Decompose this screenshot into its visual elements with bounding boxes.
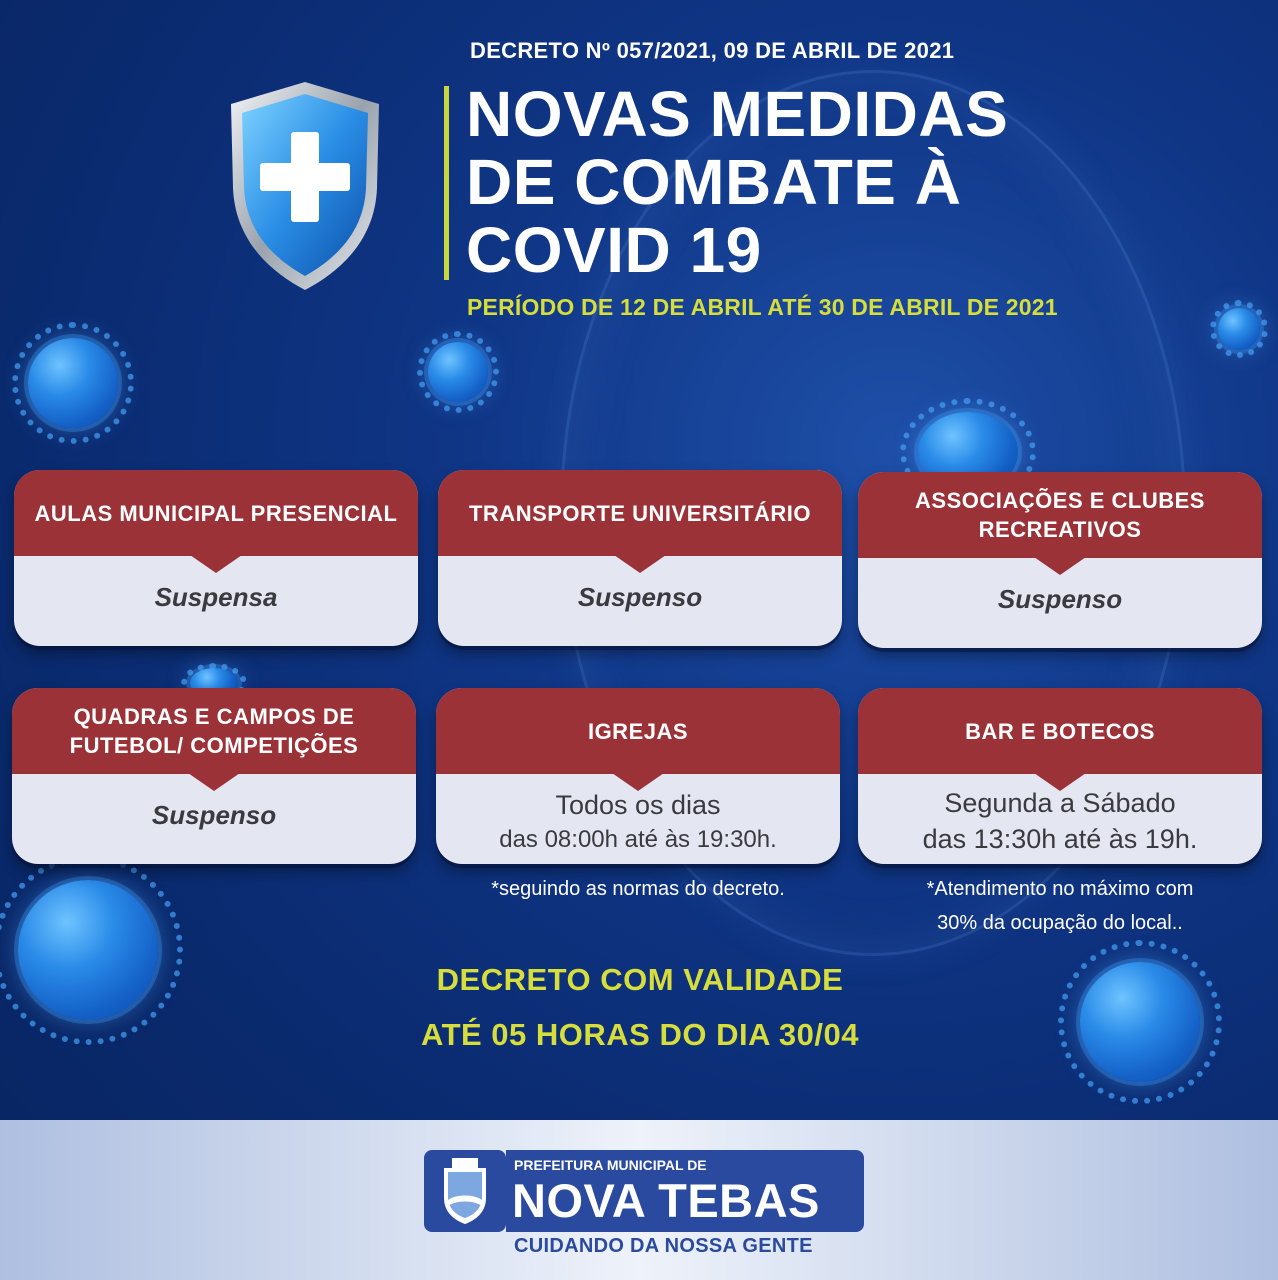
coat-of-arms-icon (424, 1150, 506, 1232)
card-schedule-days: Segunda a Sábado (944, 788, 1176, 818)
card-bar (858, 688, 1262, 864)
card-transporte (438, 470, 842, 646)
validity-line: DECRETO COM VALIDADE (436, 962, 844, 997)
card-status: Suspenso (151, 800, 277, 830)
virus-icon (28, 338, 118, 428)
logo-name: NOVA TEBAS (512, 1174, 820, 1227)
card-schedule-hours: das 13:30h até às 19h. (922, 824, 1198, 854)
card-igrejas (436, 688, 840, 864)
card-arrow (190, 555, 242, 573)
card-arrow (188, 773, 240, 791)
virus-icon (428, 342, 488, 402)
card-title: ASSOCIAÇÕES E CLUBES RECREATIVOS (858, 472, 1262, 558)
card-status: Suspenso (997, 584, 1123, 614)
validity-line: ATÉ 05 HORAS DO DIA 30/04 (420, 1017, 859, 1052)
card-title: AULAS MUNICIPAL PRESENCIAL (14, 470, 418, 556)
title-line: COVID 19 (466, 214, 762, 286)
page-title (466, 80, 1106, 284)
virus-icon (1080, 962, 1200, 1082)
period-text: PERÍODO DE 12 DE ABRIL ATÉ 30 DE ABRIL DE 2021 (467, 294, 1058, 320)
card-quadras (12, 688, 416, 864)
card-schedule-days: Todos os dias (555, 790, 721, 820)
card-status: Suspensa (154, 582, 278, 612)
card-aulas (14, 470, 418, 646)
card-arrow (612, 773, 664, 791)
bar-note-line: 30% da ocupação do local.. (937, 912, 1183, 934)
title-line: NOVAS MEDIDAS (466, 78, 1009, 150)
title-line: DE COMBATE À (466, 146, 962, 218)
card-status: Suspenso (577, 582, 703, 612)
card-associacoes (858, 472, 1262, 648)
card-arrow (1034, 557, 1086, 575)
decree-number: DECRETO Nº 057/2021, 09 DE ABRIL DE 2021 (470, 38, 955, 63)
shield-cross-icon (225, 78, 385, 293)
card-arrow (614, 555, 666, 573)
igrejas-note: *seguindo as normas do decreto. (491, 878, 785, 900)
card-title: QUADRAS E CAMPOS DE FUTEBOL/ COMPETIÇÕES (12, 688, 416, 774)
card-title: TRANSPORTE UNIVERSITÁRIO (438, 470, 842, 556)
card-title: BAR E BOTECOS (858, 688, 1262, 774)
card-title: IGREJAS (436, 688, 840, 774)
logo-tagline: CUIDANDO DA NOSSA GENTE (514, 1235, 813, 1257)
validity-text (300, 952, 980, 1062)
bar-note-line: *Atendimento no máximo com (926, 878, 1194, 900)
card-schedule-hours: das 08:00h até às 19:30h. (499, 826, 777, 853)
virus-icon (18, 880, 158, 1020)
logo-subtitle: PREFEITURA MUNICIPAL DE (514, 1157, 707, 1173)
title-accent-bar (444, 86, 449, 280)
